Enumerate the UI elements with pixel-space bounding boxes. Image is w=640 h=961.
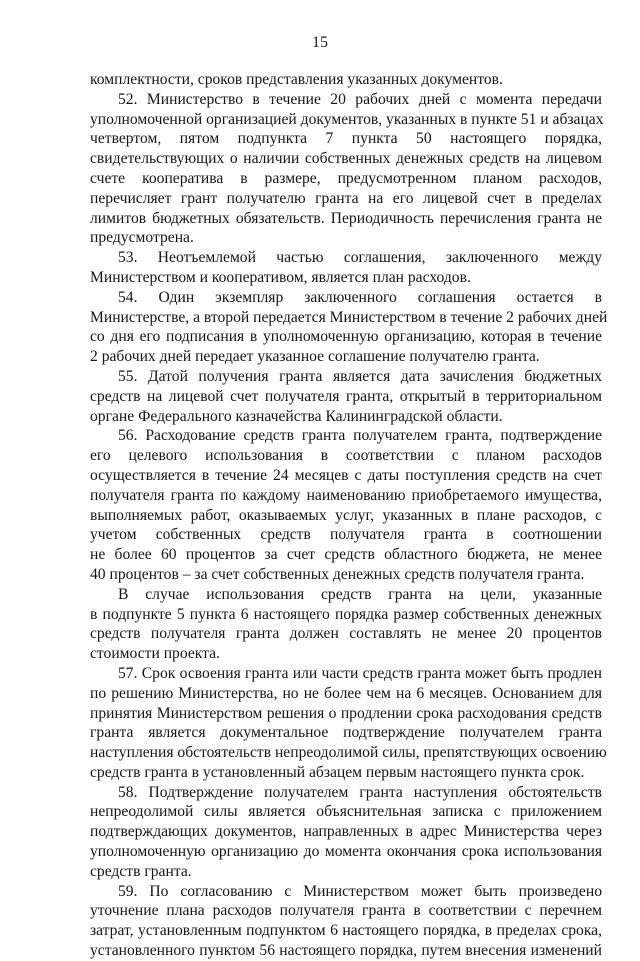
- text-line: подтверждающих документов, направленных в адрес Министерства через: [90, 823, 602, 841]
- paragraph: [90, 70, 602, 90]
- text-line: перечисляет грант получателю гранта на его лицевой счет в пределах: [90, 189, 602, 207]
- text-line: наступления обстоятельств непреодолимой силы, препятствующих освоению: [90, 744, 607, 762]
- text-line: не более 60 процентов за счет средств областного бюджета, не менее: [90, 546, 602, 564]
- text-line: счете кооператива в размере, предусмотренном планом расходов,: [90, 169, 602, 187]
- text-line: установленного пунктом 56 настоящего порядка, путем внесения изменений: [90, 942, 602, 960]
- text-line: принятия Министерством решения о продлении срока расходования средств: [90, 704, 602, 722]
- document-body: [90, 70, 608, 961]
- paragraph: [90, 367, 602, 426]
- text-line: средств гранта в установленный абзацем первым настоящего пункта срок.: [90, 763, 585, 781]
- text-line: стоимости проекта.: [90, 645, 220, 663]
- paragraph: [90, 248, 602, 288]
- text-line: затрат, установленным подпунктом 6 настоящего порядка, в пределах срока,: [90, 922, 602, 940]
- text-line: 40 процентов – за счет собственных денежных средств получателя гранта.: [90, 565, 585, 583]
- text-line: 52. Министерство в течение 20 рабочих дней с момента передачи: [118, 90, 602, 108]
- text-line: 56. Расходование средств гранта получателем гранта, подтверждение: [118, 427, 602, 445]
- paragraph: [90, 288, 608, 367]
- paragraph: [90, 882, 602, 961]
- text-line: 54. Один экземпляр заключенного соглашения остается в: [118, 288, 602, 306]
- text-line: выполняемых работ, оказываемых услуг, указанных в плане расходов, с: [90, 506, 602, 524]
- text-line: по решению Министерства, но не более чем на 6 месяцев. Основанием для: [90, 684, 602, 702]
- text-line: в подпункте 5 пункта 6 настоящего порядка размер собственных денежных: [90, 605, 602, 623]
- text-line: уточнение плана расходов получателя гранта в соответствии с перечнем: [90, 902, 602, 920]
- text-line: его целевого использования в соответствии с планом расходов: [90, 447, 602, 465]
- paragraph: [90, 90, 602, 248]
- text-line: учетом собственных средств получателя гранта в соотношении: [90, 526, 602, 544]
- text-line: 55. Датой получения гранта является дата зачисления бюджетных: [118, 367, 602, 385]
- text-line: 59. По согласованию с Министерством может быть произведено: [118, 882, 602, 900]
- text-line: свидетельствующих о наличии собственных денежных средств на лицевом: [90, 150, 602, 168]
- text-line: получателя гранта по каждому наименованию приобретаемого имущества,: [90, 486, 602, 504]
- text-line: уполномоченной организацией документов, указанных в пункте 51 и абзацах: [90, 110, 604, 128]
- text-line: Министерством и кооперативом, является план расходов.: [90, 268, 471, 286]
- paragraph: [90, 783, 602, 882]
- paragraph: [90, 664, 607, 783]
- text-line: средств гранта.: [90, 862, 192, 880]
- text-line: комплектности, сроков представления указанных документов.: [90, 71, 503, 88]
- text-line: уполномоченную организацию до момента окончания срока использования: [90, 843, 602, 861]
- text-line: средств на лицевой счет получателя гранта, открытый в территориальном: [90, 387, 602, 405]
- text-line: со дня его подписания в уполномоченную организацию, которая в течение: [90, 328, 602, 346]
- text-line: гранта является документальное подтверждение получателем гранта: [90, 724, 602, 742]
- paragraph: [90, 585, 602, 664]
- text-line: непреодолимой силы является объяснительная записка с приложением: [90, 803, 602, 821]
- page-number: 15: [312, 34, 328, 51]
- text-line: органе Федерального казначейства Калининградской области.: [90, 407, 503, 425]
- text-line: предусмотрена.: [90, 229, 194, 247]
- paragraph: [90, 426, 602, 584]
- text-line: В случае использования средств гранта на цели, указанные: [118, 585, 602, 603]
- text-line: 2 рабочих дней передает указанное соглашение получателю гранта.: [90, 348, 540, 366]
- text-line: 58. Подтверждение получателем гранта наступления обстоятельств: [118, 783, 602, 801]
- text-line: Министерстве, а второй передается Министерством в течение 2 рабочих дней: [90, 308, 608, 326]
- text-line: четвертом, пятом подпункта 7 пункта 50 настоящего порядка,: [90, 130, 602, 148]
- text-line: лимитов бюджетных обязательств. Периодичность перечисления гранта не: [90, 209, 602, 227]
- text-line: средств получателя гранта должен составлять не менее 20 процентов: [90, 625, 602, 643]
- text-line: осуществляется в течение 24 месяцев с даты поступления средств на счет: [90, 466, 602, 484]
- text-line: 57. Срок освоения гранта или части средств гранта может быть продлен: [118, 664, 602, 682]
- text-line: 53. Неотъемлемой частью соглашения, заключенного между: [118, 249, 602, 267]
